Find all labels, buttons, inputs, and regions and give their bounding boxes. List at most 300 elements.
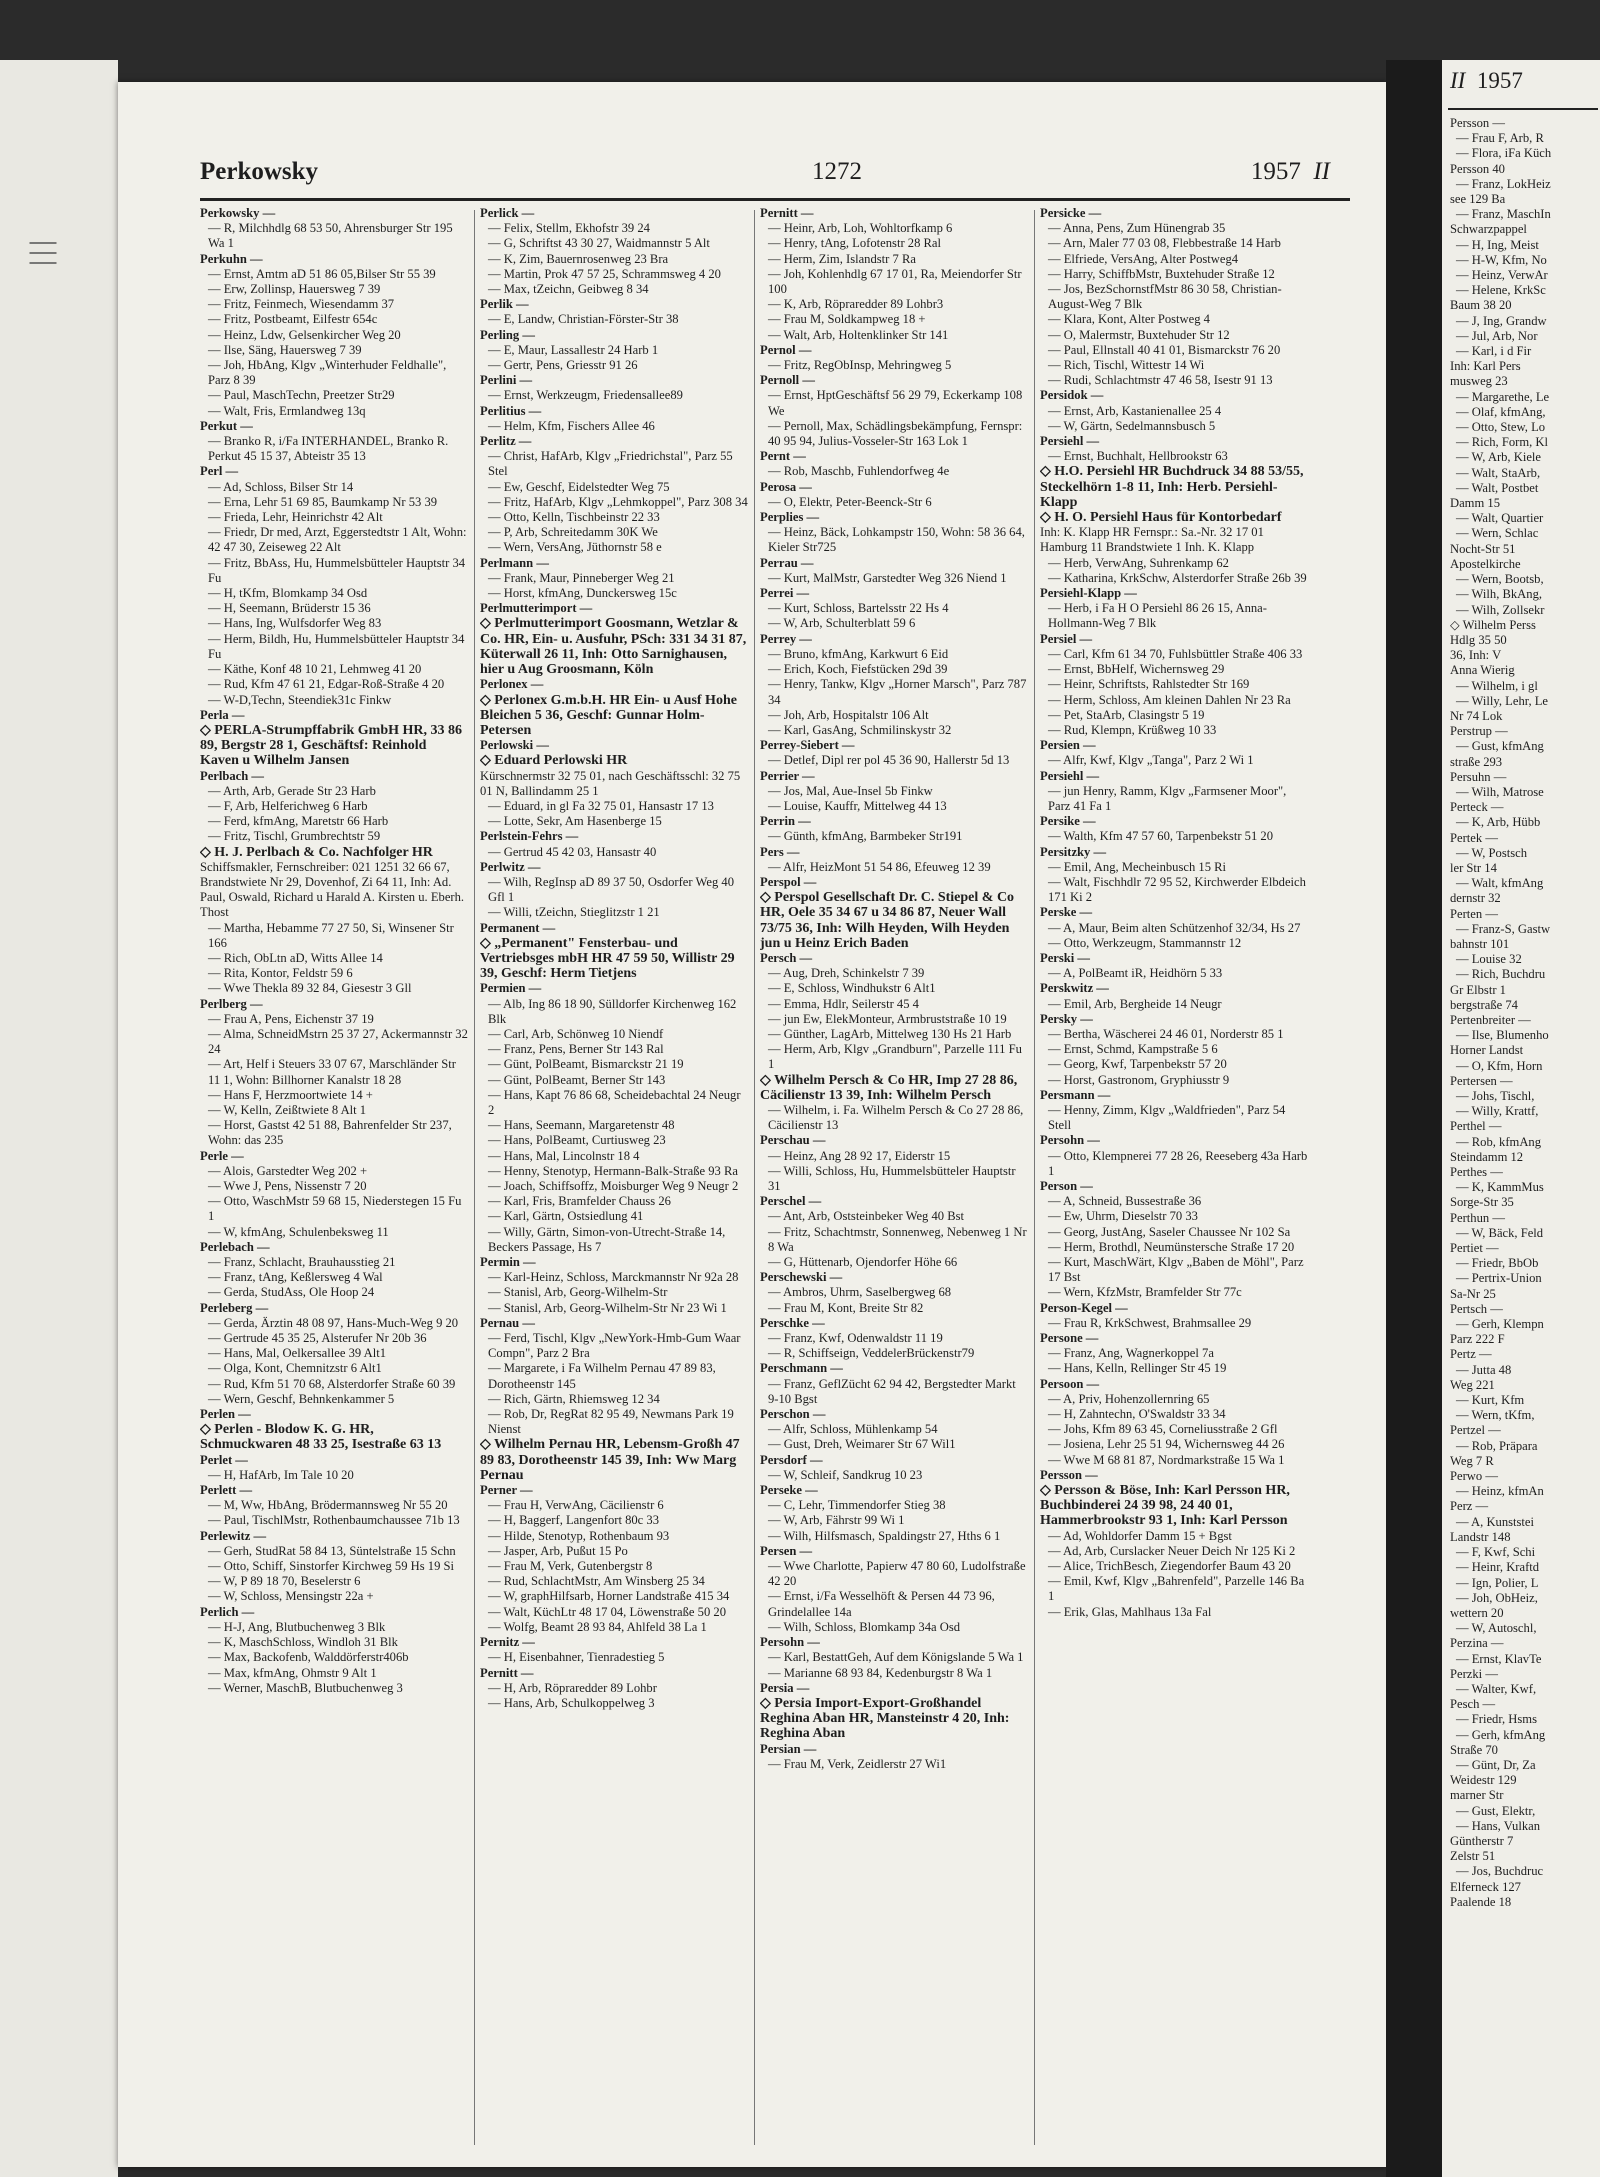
- directory-entry: — Helm, Kfm, Fischers Allee 46: [488, 418, 655, 433]
- directory-entry: — Carl, Kfm 61 34 70, Fuhlsbüttler Straße 406 33: [1048, 646, 1303, 661]
- directory-entry: Perlet —: [200, 1452, 248, 1467]
- directory-entry: — Günth, kfmAng, Barmbeker Str191: [768, 829, 963, 844]
- directory-entry: bergstraße 74: [1450, 997, 1518, 1012]
- directory-entry: Perlick —: [480, 206, 535, 220]
- directory-entry: — Josiena, Lehr 25 51 94, Wichernsweg 44 26: [1048, 1437, 1285, 1452]
- directory-entry: — Fritz, Tischl, Grumbrechtstr 59: [208, 829, 381, 844]
- directory-entry: — Ferd, Tischl, Klgv „NewYork-Hmb-Gum Waar Compn", Parz 2 Bra: [488, 1331, 741, 1361]
- directory-entry: — Wern, VersAng, Jüthornstr 58 e: [488, 540, 662, 555]
- directory-entry: — Ernst, HptGeschäftsf 56 29 79, Eckerkamp 108 We: [768, 388, 1023, 418]
- directory-entry: — Joh, ObHeiz,: [1456, 1590, 1538, 1605]
- directory-entry: — Ad, Wohldorfer Damm 15 + Bgst: [1048, 1528, 1232, 1543]
- directory-entry: — M, Ww, HbAng, Brödermannsweg Nr 55 20: [208, 1498, 448, 1513]
- directory-entry: — H, Baggerf, Langenfort 80c 33: [488, 1513, 660, 1528]
- directory-entry: ◇ Perlonex G.m.b.H. HR Ein- u Ausf Hohe Bleichen 5 36, Geschf: Gunnar Holm-Petersen: [480, 692, 737, 738]
- directory-entry: Pers —: [760, 844, 800, 859]
- directory-entry: Persiehl —: [1040, 434, 1100, 449]
- directory-entry: — Karl, BestattGeh, Auf dem Königslande 5 Wa 1: [768, 1650, 1024, 1665]
- header-year-volume: 1957 II: [1250, 158, 1330, 185]
- directory-entry: Weidestr 129: [1450, 1773, 1517, 1788]
- directory-entry: — Herm, Arb, Klgv „Grandburn", Parzelle 111 Fu 1: [768, 1042, 1022, 1072]
- directory-entry: ◇ Wilhelm Persch & Co HR, Imp 27 28 86, Cäcilienstr 13 39, Inh: Wilhelm Persch: [760, 1072, 1018, 1103]
- directory-entry: — Olga, Kont, Chemnitzstr 6 Alt1: [208, 1361, 382, 1376]
- directory-entry: — Walt, KüchLtr 48 17 04, Löwenstraße 50 20: [488, 1604, 726, 1619]
- directory-entry: ◇ „Permanent" Fensterbau- und Vertriebsges mbH HR 47 59 50, Willistr 29 39, Geschf: Herm Tietjens: [480, 935, 735, 982]
- directory-entry: Persohn —: [760, 1635, 820, 1650]
- directory-entry: — Ad, Arb, Curslacker Neuer Deich Nr 125 Ki 2: [1048, 1543, 1296, 1558]
- directory-entry: Persicke —: [1040, 206, 1102, 220]
- directory-entry: — W, Bäck, Feld: [1456, 1225, 1544, 1240]
- directory-entry: — Pernoll, Max, Schädlingsbekämpfung, Fernspr: 40 95 94, Julius-Vosseler-Str 163 Lok 1: [768, 418, 1023, 449]
- directory-entry: — H, Zahntechn, O'Swaldstr 33 34: [1048, 1407, 1226, 1422]
- directory-entry: — Franz-S, Gastw: [1456, 921, 1551, 936]
- directory-entry: — Max, Backofenb, Walddörferstr406b: [208, 1650, 409, 1665]
- directory-entry: — Joh, Arb, Hospitalstr 106 Alt: [768, 707, 929, 722]
- directory-entry: — Joh, Kohlenhdlg 67 17 01, Ra, Meiendorfer Str 100: [768, 266, 1022, 297]
- directory-entry: — Wwe Charlotte, Papierw 47 80 60, Ludolfstraße 42 20: [768, 1559, 1026, 1589]
- directory-entry: — A, Maur, Beim alten Schützenhof 32/34, Hs 27: [1048, 920, 1301, 935]
- directory-entry: — W, Arb, Fährstr 99 Wi 1: [768, 1513, 905, 1528]
- directory-entry: — Felix, Stellm, Ekhofstr 39 24: [488, 221, 650, 236]
- directory-entry: Inh: Karl Pers: [1450, 359, 1521, 374]
- directory-entry: — J, Ing, Grandw: [1456, 313, 1547, 328]
- directory-entry: Persia —: [760, 1680, 810, 1695]
- directory-entry: Perz —: [1450, 1499, 1489, 1514]
- directory-entry: Perle —: [200, 1148, 244, 1163]
- directory-entry: — Gerh, Klempn: [1456, 1317, 1544, 1332]
- directory-entry: Persuhn —: [1450, 769, 1507, 784]
- directory-entry: Pertek —: [1450, 830, 1498, 845]
- directory-entry: — Anna, Pens, Zum Hünengrab 35: [1048, 221, 1226, 236]
- directory-entry: — Georg, Kwf, Tarpenbekstr 57 20: [1048, 1057, 1227, 1072]
- directory-entry: — Georg, JustAng, Saseler Chaussee Nr 102 Sa: [1048, 1224, 1291, 1239]
- directory-entry: — Hans, Mal, Lincolnstr 18 4: [488, 1148, 640, 1163]
- directory-entry: Perzki —: [1450, 1666, 1498, 1681]
- directory-entry: — Fritz, Feinmech, Wiesendamm 37: [208, 297, 395, 312]
- column-divider: [754, 210, 755, 2145]
- directory-entry: — R, Schiffseign, VeddelerBrückenstr79: [768, 1346, 975, 1361]
- directory-entry: — Hans, Kapt 76 86 68, Scheidebachtal 24 Neugr 2: [488, 1087, 741, 1117]
- directory-entry: — Wilh, RegInsp aD 89 37 50, Osdorfer Weg 40 Gfl 1: [488, 874, 735, 905]
- directory-entry: Persdorf —: [760, 1452, 823, 1467]
- directory-entry: — Stanisl, Arb, Georg-Wilhelm-Str: [488, 1285, 668, 1300]
- directory-entry: Damm 15: [1450, 496, 1501, 511]
- directory-entry: Perstrup —: [1450, 724, 1508, 739]
- directory-entry: — Gerh, kfmAng: [1456, 1727, 1546, 1742]
- directory-entry: — Ilse, Säng, Hauersweg 7 39: [208, 342, 362, 357]
- directory-entry: — Louise 32: [1456, 952, 1522, 967]
- directory-entry: — Joh, HbAng, Klgv „Winterhuder Feldhalle", Parz 8 39: [208, 358, 447, 388]
- directory-entry: — E, Maur, Lassallestr 24 Harb 1: [488, 342, 659, 357]
- directory-entry: — Klara, Kont, Alter Postweg 4: [1048, 312, 1210, 327]
- directory-entry: Gr Elbstr 1: [1450, 982, 1506, 997]
- directory-entry: — Emma, Hdlr, Seilerstr 45 4: [768, 996, 919, 1011]
- directory-entry: — Günt, PolBeamt, Bismarckstr 21 19: [488, 1057, 684, 1072]
- directory-entry: Perling —: [480, 327, 535, 342]
- directory-entry: Perner —: [480, 1483, 533, 1498]
- directory-entry: — R, Milchhdlg 68 53 50, Ahrensburger Str 195 Wa 1: [208, 221, 453, 251]
- directory-entry: — Franz, Schlacht, Brauhausstieg 21: [208, 1255, 396, 1270]
- directory-entry: — Emil, Arb, Bergheide 14 Neugr: [1048, 996, 1222, 1011]
- directory-entry: Persson 40: [1450, 161, 1505, 176]
- directory-entry: — P, Arb, Schreitedamm 30K We: [488, 525, 658, 540]
- directory-entry: — Karl, i d Fir: [1456, 344, 1532, 359]
- directory-entry: Perthun —: [1450, 1210, 1505, 1225]
- page-header: [200, 150, 1350, 190]
- directory-entry: — Walt, Fris, Ermlandweg 13q: [208, 403, 366, 418]
- directory-entry: — Otto, Klempnerei 77 28 26, Reeseberg 43a Harb 1: [1048, 1148, 1308, 1178]
- directory-entry: — Henny, Zimm, Klgv „Waldfrieden", Parz 54 Stell: [1048, 1102, 1286, 1133]
- directory-entry: — Max, kfmAng, Ohmstr 9 Alt 1: [208, 1665, 377, 1680]
- directory-entry: — Elfriede, VersAng, Alter Postweg4: [1048, 251, 1239, 266]
- directory-entry: bahnstr 101: [1450, 936, 1510, 951]
- directory-entry: — Hans, Seemann, Margaretenstr 48: [488, 1118, 675, 1133]
- directory-entry: — Ilse, Blumenho: [1456, 1028, 1549, 1043]
- directory-entry: Perlebach —: [200, 1239, 270, 1254]
- directory-entry: — Rich, Form, Kl: [1456, 435, 1549, 450]
- directory-entry: — Wwe Thekla 89 32 84, Giesestr 3 Gll: [208, 981, 412, 996]
- directory-entry: Apostelkirche: [1450, 556, 1521, 571]
- directory-entry: — Willy, Gärtn, Simon-von-Utrecht-Straße 14, Beckers Passage, Hs 7: [488, 1224, 726, 1254]
- directory-entry: — Rich, ObLtn aD, Witts Allee 14: [208, 950, 383, 965]
- directory-entry: — Henry, tAng, Lofotenstr 28 Ral: [768, 236, 942, 251]
- directory-entry: — Günt, PolBeamt, Berner Str 143: [488, 1072, 666, 1087]
- directory-entry: Pertzel —: [1450, 1423, 1501, 1438]
- directory-entry: — Rich, Tischl, Wittestr 14 Wi: [1048, 358, 1205, 373]
- directory-entry: Persike —: [1040, 814, 1096, 829]
- directory-entry: — Rob, kfmAng: [1456, 1134, 1542, 1149]
- directory-entry: — Otto, Werkzeugm, Stammannstr 12: [1048, 935, 1242, 950]
- directory-entry: — Jul, Arb, Nor: [1456, 328, 1538, 343]
- directory-entry: — Horst, kfmAng, Dunckersweg 15c: [488, 586, 677, 601]
- directory-entry: — Pertrix-Union: [1456, 1271, 1542, 1286]
- directory-entry: — Heinz, VerwAr: [1456, 268, 1548, 283]
- directory-entry: — Johs, Tischl,: [1456, 1089, 1535, 1103]
- directory-entry: Perlini —: [480, 373, 533, 388]
- directory-entry: Perkut —: [200, 418, 253, 433]
- directory-entry: straße 293: [1450, 754, 1503, 769]
- column-1: [200, 206, 468, 2151]
- directory-entry: — Gertrud 45 42 03, Hansastr 40: [488, 844, 657, 859]
- directory-entry: — W, Arb, Schulterblatt 59 6: [768, 616, 916, 631]
- directory-entry: — Alice, TrichBesch, Ziegendorfer Baum 43 20: [1048, 1559, 1291, 1574]
- directory-entry: — Frau M, Kont, Breite Str 82: [768, 1300, 924, 1315]
- directory-entry: — Wern, Geschf, Behnkenkammer 5: [208, 1391, 395, 1406]
- directory-entry: Perlich —: [200, 1604, 255, 1619]
- directory-entry: — Heinz, Ang 28 92 17, Eiderstr 15: [768, 1148, 951, 1163]
- directory-entry: Perski —: [1040, 950, 1091, 965]
- directory-entry: — Hans, Vulkan: [1456, 1818, 1541, 1833]
- directory-entry: Weg 7 R: [1450, 1453, 1494, 1468]
- directory-entry: Perschel —: [760, 1194, 822, 1209]
- directory-entry: — Jos, Mal, Aue-Insel 5b Finkw: [768, 783, 933, 798]
- directory-entry: — Heinr, Kraftd: [1456, 1560, 1540, 1575]
- directory-entry: Pernitz —: [480, 1635, 535, 1650]
- directory-entry: Person —: [1040, 1179, 1093, 1193]
- directory-entry: — Harry, SchiffbMstr, Buxtehuder Straße 12: [1048, 266, 1275, 281]
- directory-entry: — Rud, Kfm 47 61 21, Edgar-Roß-Straße 4 20: [208, 677, 445, 692]
- directory-entry: — Arn, Maler 77 03 08, Flebbestraße 14 Harb: [1048, 236, 1281, 251]
- directory-entry: Pertersen —: [1450, 1073, 1513, 1088]
- directory-entry: — Kurt, MaschWärt, Klgv „Baben de Möhl", Parz 17 Bst: [1048, 1255, 1304, 1285]
- directory-entry: — Eduard, in gl Fa 32 75 01, Hansastr 17 13: [488, 798, 714, 813]
- directory-entry: — Hilde, Stenotyp, Rothenbaum 93: [488, 1528, 670, 1543]
- directory-entry: — Martha, Hebamme 77 27 50, Si, Winsener Str 166: [208, 920, 454, 950]
- directory-entry: — Jos, Buchdruc: [1456, 1864, 1544, 1879]
- directory-entry: — G, Schriftst 43 30 27, Waidmannstr 5 Alt: [488, 236, 710, 251]
- directory-entry: — F, Kwf, Schi: [1456, 1545, 1536, 1560]
- directory-entry: Pertenbreiter —: [1450, 1012, 1531, 1027]
- directory-entry: Perrau —: [760, 555, 814, 570]
- directory-entry: — Heinr, Schriftsts, Rahlstedter Str 169: [1048, 677, 1250, 692]
- directory-entry: — Franz, GeflZücht 62 94 42, Bergstedter Markt 9-10 Bgst: [768, 1376, 1016, 1406]
- directory-entry: — Otto, Schiff, Sinstorfer Kirchweg 59 Hs 19 Si: [208, 1559, 455, 1574]
- directory-entry: — Wwe M 68 81 87, Nordmarkstraße 15 Wa 1: [1048, 1452, 1285, 1467]
- directory-entry: — Willy, Krattf,: [1456, 1104, 1539, 1119]
- directory-entry: — Hans, Arb, Schulkoppelweg 3: [488, 1695, 655, 1710]
- directory-entry: — Franz, MaschIn: [1456, 207, 1551, 222]
- directory-entry: — Heinr, Arb, Loh, Wohltorfkamp 6: [768, 221, 953, 236]
- directory-entry: — Branko R, i/Fa INTERHANDEL, Branko R. Perkut 45 15 37, Abteistr 35 13: [208, 434, 449, 464]
- directory-entry: — Frau H, VerwAng, Cäcilienstr 6: [488, 1498, 664, 1513]
- directory-entry: Perlewitz —: [200, 1528, 267, 1543]
- directory-entry: — Franz, tAng, Keßlersweg 4 Wal: [208, 1270, 383, 1285]
- directory-entry: — Werner, MaschB, Blutbuchenweg 3: [208, 1680, 403, 1695]
- directory-entry: Perosa —: [760, 479, 812, 494]
- directory-entry: Perske —: [1040, 905, 1093, 920]
- directory-page: [118, 82, 1386, 2167]
- directory-entry: Persoon —: [1040, 1376, 1100, 1391]
- directory-entry: — O, Elektr, Peter-Beenck-Str 6: [768, 494, 932, 509]
- directory-entry: Parz 222 F: [1450, 1332, 1505, 1347]
- directory-entry: — Pet, StaArb, Clasingstr 5 19: [1048, 707, 1205, 722]
- directory-entry: Perzina —: [1450, 1636, 1504, 1651]
- directory-entry: — Margarethe, Le: [1456, 389, 1550, 404]
- directory-entry: — Alois, Garstedter Weg 202 +: [208, 1163, 368, 1178]
- directory-entry: — Walt, Arb, Holtenklinker Str 141: [768, 327, 949, 342]
- directory-entry: Perlen —: [200, 1407, 251, 1422]
- directory-entry: — Wilh, Schloss, Blomkamp 34a Osd: [768, 1619, 961, 1634]
- directory-entry: ◇ H. J. Perlbach & Co. Nachfolger HR: [200, 844, 433, 860]
- directory-entry: — Rud, Klempn, Krüßweg 10 33: [1048, 722, 1217, 737]
- directory-entry: — Willy, Lehr, Le: [1456, 693, 1549, 708]
- directory-entry: ◇ H.O. Persiehl HR Buchdruck 34 88 53/55, Steckelhörn 1-8 11, Inh: Herb. Persiehl-Klapp: [1040, 464, 1304, 510]
- directory-entry: ◇ Perlmutterimport Goosmann, Wetzlar & Co. HR, Ein- u. Ausfuhr, PSch: 331 34 31 87, Küterwall 26 11, Inh: Otto Sarnighausen, hier u Aug Groosmann, Köln: [480, 616, 747, 678]
- directory-entry: Permien —: [480, 981, 542, 996]
- directory-entry: Persson —: [1040, 1467, 1098, 1482]
- directory-entry: — Frieda, Lehr, Heinrichstr 42 Alt: [208, 510, 383, 525]
- directory-entry: Perspol —: [760, 874, 817, 889]
- directory-entry: Zelstr 51: [1450, 1849, 1496, 1864]
- directory-entry: — Walt, StaArb,: [1456, 465, 1541, 480]
- directory-entry: — K, Arb, Röpraredder 89 Lohbr3: [768, 297, 944, 312]
- directory-entry: — Ernst, BbHelf, Wichernsweg 29: [1048, 662, 1225, 677]
- directory-entry: — Frau A, Pens, Eichenstr 37 19: [208, 1011, 374, 1026]
- directory-entry: — Herm, Brothdl, Neumünstersche Straße 17 20: [1048, 1239, 1295, 1254]
- directory-entry: — Franz, Ang, Wagnerkoppel 7a: [1048, 1346, 1214, 1361]
- directory-entry: — Walt, kfmAng: [1456, 876, 1544, 891]
- directory-entry: Perleberg —: [200, 1300, 269, 1315]
- directory-entry: Person-Kegel —: [1040, 1300, 1128, 1315]
- directory-entry: Perschmann —: [760, 1361, 843, 1376]
- directory-entry: — Franz, Pens, Berner Str 143 Ral: [488, 1042, 664, 1057]
- directory-entry: — Christ, HafArb, Klgv „Friedrichstal", Parz 55 Stel: [488, 449, 733, 479]
- directory-entry: Weg 221: [1450, 1377, 1495, 1392]
- directory-entry: Perrei —: [760, 586, 810, 601]
- directory-entry: — Lotte, Sekr, Am Hasenberge 15: [488, 814, 662, 829]
- directory-entry: Perkowsky —: [200, 206, 276, 220]
- column-divider: [1034, 210, 1035, 2145]
- directory-entry: — Henry, Tankw, Klgv „Horner Marsch", Parz 787 34: [768, 677, 1027, 707]
- directory-entry: Perlett —: [200, 1483, 253, 1498]
- directory-entry: — Joach, Schiffsoffz, Moisburger Weg 9 Neugr 2: [488, 1179, 739, 1193]
- book-gutter: [1386, 60, 1442, 2177]
- header-page-number: 1272: [812, 158, 862, 185]
- directory-entry: Sa-Nr 25: [1450, 1286, 1496, 1301]
- directory-entry: — Horst, Gastst 42 51 88, Bahrenfelder Str 237, Wohn: das 235: [208, 1118, 452, 1148]
- directory-entry: Perlik —: [480, 297, 529, 312]
- directory-entry: Perwo —: [1450, 1469, 1498, 1484]
- directory-entry: — Gerda, Ärztin 48 08 97, Hans-Much-Weg 9 20: [208, 1315, 459, 1330]
- directory-entry: — Ew, Uhrm, Dieselstr 70 33: [1048, 1209, 1198, 1224]
- directory-entry: — Rob, Maschb, Fuhlendorfweg 4e: [768, 464, 950, 479]
- directory-entry: — Rud, Kfm 51 70 68, Alsterdorfer Straße 60 39: [208, 1376, 456, 1391]
- directory-entry: Perthes —: [1450, 1165, 1503, 1180]
- directory-entry: Perschewski —: [760, 1270, 843, 1285]
- directory-entry: Nr 74 Lok: [1450, 708, 1503, 723]
- directory-entry: Persone —: [1040, 1331, 1099, 1346]
- directory-entry: Pertz —: [1450, 1347, 1492, 1362]
- directory-entry: Perlowski —: [480, 738, 549, 753]
- directory-entry: — K, KammMus: [1456, 1180, 1544, 1195]
- directory-entry: — H-J, Ang, Blutbuchenweg 3 Blk: [208, 1619, 386, 1634]
- directory-entry: — Gust, kfmAng: [1456, 739, 1544, 754]
- directory-entry: — H, HafArb, Im Tale 10 20: [208, 1467, 354, 1482]
- directory-entry: — Wwe J, Pens, Nissenstr 7 20: [208, 1179, 367, 1193]
- directory-entry: — Friedr, Dr med, Arzt, Eggerstedtstr 1 Alt, Wohn: 42 47 30, Zeiseweg 22 Alt: [208, 525, 467, 555]
- directory-entry: Perschon —: [760, 1407, 826, 1422]
- directory-entry: — Ernst, Schmd, Kampstraße 5 6: [1048, 1042, 1218, 1057]
- directory-entry: — Frau F, Arb, R: [1456, 131, 1544, 146]
- directory-entry: Persitzky —: [1040, 844, 1107, 859]
- directory-entry: — W, P 89 18 70, Beselerstr 6: [208, 1574, 361, 1589]
- directory-entry: Persmann —: [1040, 1087, 1111, 1102]
- directory-entry: — Karl, Gärtn, Ostsiedlung 41: [488, 1209, 644, 1224]
- header-name: Perkowsky: [200, 158, 319, 185]
- directory-entry: — Franz, LokHeiz: [1456, 176, 1551, 191]
- directory-entry: — Heinz, Ldw, Gelsenkircher Weg 20: [208, 327, 401, 342]
- directory-entry: — Ernst, KlavTe: [1456, 1651, 1542, 1666]
- directory-entry: — jun Ew, ElekMonteur, Armbruststraße 10 19: [768, 1011, 1007, 1026]
- directory-entry: Persiehl —: [1040, 768, 1100, 783]
- directory-entry: — C, Lehr, Timmendorfer Stieg 38: [768, 1498, 946, 1513]
- directory-entry: — A, Priv, Hohenzollernring 65: [1048, 1391, 1210, 1406]
- right-page-header: II 1957: [1450, 68, 1523, 93]
- directory-entry: Persen —: [760, 1543, 813, 1558]
- directory-entry: — Jasper, Arb, Pußut 15 Po: [488, 1543, 628, 1558]
- directory-entry: — Kurt, MalMstr, Garstedter Weg 326 Niend 1: [768, 570, 1007, 585]
- directory-entry: — Fritz, BbAss, Hu, Hummelsbütteler Hauptstr 34 Fu: [208, 555, 466, 585]
- directory-entry: — Margarete, i Fa Wilhelm Pernau 47 89 83, Dorotheenstr 145: [488, 1361, 716, 1391]
- directory-entry: Persohn —: [1040, 1133, 1100, 1148]
- directory-entry: — A, PolBeamt iR, Heidhörn 5 33: [1048, 966, 1223, 981]
- directory-entry: — Wern, Schlac: [1456, 526, 1539, 541]
- directory-entry: — Bertha, Wäscherei 24 46 01, Norderstr 85 1: [1048, 1026, 1284, 1041]
- directory-entry: — Alma, SchneidMstrn 25 37 27, Ackermannstr 32 24: [208, 1026, 468, 1057]
- directory-entry: — Otto, Stew, Lo: [1456, 420, 1546, 435]
- directory-entry: — Paul, Ellnstall 40 41 01, Bismarckstr 76 20: [1048, 342, 1281, 357]
- directory-entry: Perlstein-Fehrs —: [480, 829, 579, 844]
- directory-entry: — Frau M, Verk, Zeidlerstr 27 Wi1: [768, 1756, 947, 1771]
- directory-entry: Hdlg 35 50: [1450, 632, 1507, 647]
- directory-entry: — Art, Helf i Steuers 33 07 67, Marschländer Str 11 1, Wohn: Billhorner Kanalstr 18 28: [208, 1057, 456, 1087]
- directory-entry: Paalende 18: [1450, 1894, 1512, 1909]
- directory-entry: Pesch —: [1450, 1697, 1496, 1712]
- directory-entry: Perseke —: [760, 1483, 818, 1498]
- directory-entry: — Herb, i Fa H O Persiehl 86 26 15, Anna-Hollmann-Weg 7 Blk: [1048, 601, 1267, 631]
- directory-entry: — Rud, SchlachtMstr, Am Winsberg 25 34: [488, 1574, 705, 1589]
- directory-entry: — Gust, Elektr,: [1456, 1803, 1536, 1818]
- directory-entry: — Hans, Mal, Oelkersallee 39 Alt1: [208, 1346, 387, 1361]
- directory-entry: Elferneck 127: [1450, 1879, 1521, 1894]
- directory-entry: Perthel —: [1450, 1119, 1502, 1134]
- directory-entry: — W, Kelln, Zeißtwiete 8 Alt 1: [208, 1102, 367, 1117]
- directory-entry: — H-W, Kfm, No: [1456, 252, 1547, 267]
- directory-entry: Perlitius —: [480, 403, 542, 418]
- directory-entry: Inh: K. Klapp HR Fernspr.: Sa.-Nr. 32 17 01 Hamburg 11 Brandstwiete 1 Inh. K. Klapp: [1040, 525, 1264, 555]
- directory-entry: — H, Seemann, Brüderstr 15 36: [208, 601, 371, 616]
- directory-entry: — G, Hüttenarb, Ojendorfer Höhe 66: [768, 1255, 958, 1270]
- directory-entry: — Hans, PolBeamt, Curtiusweg 23: [488, 1133, 666, 1148]
- directory-entry: — Heinz, kfmAn: [1456, 1484, 1544, 1499]
- directory-entry: — Wern, Bootsb,: [1456, 572, 1544, 587]
- directory-entry: — Walt, Postbet: [1456, 480, 1539, 495]
- directory-entry: Straße 70: [1450, 1742, 1498, 1757]
- column-2: [480, 206, 748, 2151]
- directory-entry: — Ferd, kfmAng, Maretstr 66 Harb: [208, 814, 389, 829]
- directory-entry: — K, MaschSchloss, Windloh 31 Blk: [208, 1635, 398, 1650]
- directory-entry: — Emil, Kwf, Klgv „Bahrenfeld", Parzelle 146 Ba 1: [1048, 1574, 1305, 1604]
- directory-entry: — Willi, tZeichn, Stieglitzstr 1 21: [488, 905, 660, 920]
- directory-entry: ◇ Wilhelm Pernau HR, Lebensm-Großh 47 89 83, Dorotheenstr 145 39, Inh: Ww Marg Pernau: [480, 1437, 740, 1483]
- right-page-column: [1450, 116, 1600, 1910]
- directory-entry: — W, Postsch: [1456, 845, 1528, 860]
- directory-entry: ◇ Perspol Gesellschaft Dr. C. Stiepel & Co HR, Oele 35 34 67 u 34 86 87, Neuer Wall 73/75 36, Inh: Wilh Heyden, Wilh Heyden jun u Heinz Erich Baden: [760, 890, 1015, 951]
- directory-entry: — Fritz, Postbeamt, Eilfestr 654c: [208, 312, 378, 327]
- directory-entry: — W, kfmAng, Schulenbeksweg 11: [208, 1224, 389, 1239]
- directory-entry: — Marianne 68 93 84, Kedenburgstr 8 Wa 1: [768, 1665, 993, 1680]
- right-page-rule: [1448, 108, 1598, 110]
- directory-entry: — Heinz, Bäck, Lohkampstr 150, Wohn: 58 36 64, Kieler Str725: [768, 525, 1025, 555]
- directory-entry: — Kurt, Schloss, Bartelsstr 22 Hs 4: [768, 601, 949, 616]
- directory-entry: Persson —: [1450, 116, 1505, 130]
- directory-entry: — Rita, Kontor, Feldstr 59 6: [208, 966, 353, 981]
- directory-entry: Perlmann —: [480, 555, 549, 570]
- directory-entry: — Rudi, Schlachtmstr 47 46 58, Isestr 91 13: [1048, 373, 1273, 388]
- directory-entry: Perrey —: [760, 631, 812, 646]
- directory-entry: — Alfr, Schloss, Mühlenkamp 54: [768, 1422, 938, 1437]
- directory-entry: — jun Henry, Ramm, Klgv „Farmsener Moor", Parz 41 Fa 1: [1048, 783, 1287, 813]
- left-page-edge: [0, 60, 118, 2177]
- directory-entry: — Fritz, Schachtmstr, Sonnenweg, Nebenweg 1 Nr 8 Wa: [768, 1224, 1027, 1254]
- directory-entry: Persky —: [1040, 1011, 1093, 1026]
- directory-entry: — Jutta 48: [1456, 1362, 1512, 1377]
- directory-entry: — H, tKfm, Blomkamp 34 Osd: [208, 586, 368, 601]
- directory-entry: — Erich, Koch, Fiefstücken 29d 39: [768, 662, 948, 677]
- directory-entry: Kürschnermstr 32 75 01, nach Geschäftsschl: 32 75 01 N, Ballindamm 25 1: [480, 768, 741, 798]
- directory-entry: Perteck —: [1450, 800, 1504, 815]
- directory-entry: — Wern, tKfm,: [1456, 1408, 1535, 1423]
